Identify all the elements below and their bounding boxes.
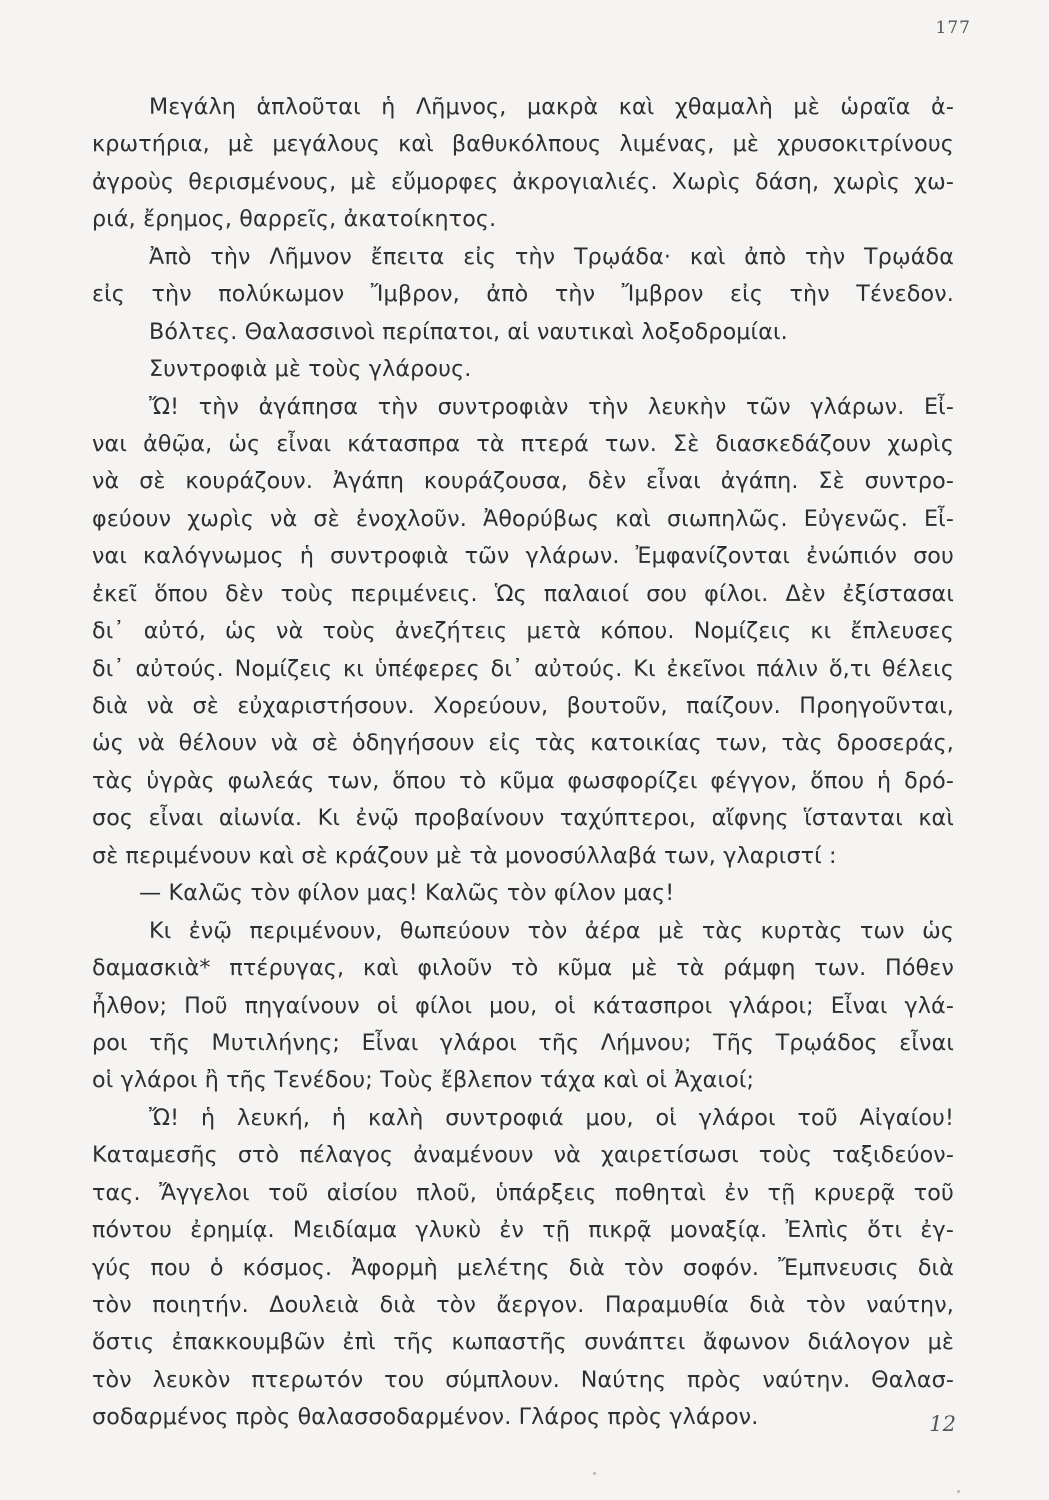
- page-number: 177: [935, 18, 971, 38]
- text-line: δι᾿ αὐτό, ὡς νὰ τοὺς ἀνεζήτεις μετὰ κόπου. Νομίζεις κι ἔπλευσες: [92, 618, 954, 645]
- text-line: ροι τῆς Μυτιλήνης; Εἶναι γλάροι τῆς Λήμνου; Τῆς Τρῳάδος εἶναι: [92, 1029, 954, 1056]
- text-line: δι᾿ αὐτούς. Νομίζεις κι ὑπέφερες δι᾿ αὐτούς. Κι ἐκεῖνοι πάλιν ὅ,τι θέλεις: [92, 655, 954, 682]
- text-line: Ὤ! ἡ λευκή, ἡ καλὴ συντροφιά μου, οἱ γλάροι τοῦ Αἰγαίου!: [149, 1104, 954, 1131]
- text-line: σοδαρμένος πρὸς θαλασσοδαρμένον. Γλάρος πρὸς γλάρον.: [92, 1404, 759, 1431]
- text-line: Μεγάλη ἁπλοῦται ἡ Λῆμνος, μακρὰ καὶ χθαμαλὴ μὲ ὡραῖα ἀ-: [149, 94, 954, 120]
- paper-speck: [593, 1472, 596, 1475]
- text-line: ἀγροὺς θερισμένους, μὲ εὔμορφες ἀκρογιαλιές. Χωρὶς δάση, χωρὶς χω-: [92, 168, 954, 195]
- text-line: ναι καλόγνωμος ἡ συντροφιὰ τῶν γλάρων. Ἐμφανίζονται ἐνώπιόν σου: [92, 543, 954, 570]
- text-line: ἦλθον; Ποῦ πηγαίνουν οἱ φίλοι μου, οἱ κάτασπροι γλάροι; Εἶναι γλά-: [92, 992, 954, 1019]
- body-text: [92, 89, 954, 1437]
- text-line: ριά, ἔρημος, θαρρεῖς, ἀκατοίκητος.: [92, 206, 497, 233]
- text-line: κρωτήρια, μὲ μεγάλους καὶ βαθυκόλπους λιμένας, μὲ χρυσοκιτρίνους: [92, 131, 954, 158]
- text-line: τὸν ποιητήν. Δουλειὰ διὰ τὸν ἄεργον. Παραμυθία διὰ τὸν ναύτην,: [92, 1292, 954, 1318]
- text-line: ὡς νὰ θέλουν νὰ σὲ ὁδηγήσουν εἰς τὰς κατοικίας των, τὰς δροσεράς,: [92, 730, 954, 757]
- text-line: τὰς ὑγρὰς φωλεάς των, ὅπου τὸ κῦμα φωσφορίζει φέγγον, ὅπου ἡ δρό-: [92, 767, 954, 794]
- text-line: εἰς τὴν πολύκωμον Ἴμβρον, ἀπὸ τὴν Ἴμβρον εἰς τὴν Τένεδον.: [92, 281, 954, 308]
- text-line: σὲ περιμένουν καὶ σὲ κράζουν μὲ τὰ μονοσύλλαβά των, γλαριστί :: [92, 842, 837, 869]
- text-line: τας. Ἄγγελοι τοῦ αἰσίου πλοῦ, ὑπάρξεις ποθηταὶ ἐν τῇ κρυερᾷ τοῦ: [92, 1179, 954, 1206]
- text-line: ἐκεῖ ὅπου δὲν τοὺς περιμένεις. Ὡς παλαιοί σου φίλοι. Δὲν ἐξίστασαι: [92, 580, 954, 607]
- text-line: νὰ σὲ κουράζουν. Ἀγάπη κουράζουσα, δὲν εἶναι ἀγάπη. Σὲ συντρο-: [92, 468, 954, 495]
- text-line: ὅστις ἐπακκουμβῶν ἐπὶ τῆς κωπαστῆς συνάπτει ἄφωνον διάλογον μὲ: [92, 1329, 954, 1356]
- text-line: Καταμεσῆς στὸ πέλαγος ἀναμένουν νὰ χαιρετίσωσι τοὺς ταξιδεύον-: [92, 1142, 954, 1169]
- text-line: Βόλτες. Θαλασσινοὶ περίπατοι, αἱ ναυτικαὶ λοξοδρομίαι.: [149, 318, 788, 345]
- text-line: οἱ γλάροι ἢ τῆς Τενέδου; Τοὺς ἔβλεπον τάχα καὶ οἱ Ἀχαιοί;: [92, 1067, 755, 1094]
- text-line: τὸν λευκὸν πτερωτόν του σύμπλουν. Ναύτης πρὸς ναύτην. Θαλασ-: [92, 1366, 954, 1393]
- text-line: διὰ νὰ σὲ εὐχαριστήσουν. Χορεύουν, βουτοῦν, παίζουν. Προηγοῦνται,: [92, 693, 954, 719]
- text-line: πόντου ἐρημίᾳ. Μειδίαμα γλυκὺ ἐν τῇ πικρᾷ μοναξίᾳ. Ἐλπὶς ὅτι ἐγ-: [92, 1217, 954, 1244]
- text-line: Ἀπὸ τὴν Λῆμνον ἔπειτα εἰς τὴν Τρῳάδα· καὶ ἀπὸ τὴν Τρῳάδα: [149, 243, 954, 270]
- printer-signature: 12: [929, 1412, 956, 1436]
- text-line: γύς που ὁ κόσμος. Ἀφορμὴ μελέτης διὰ τὸν σοφόν. Ἔμπνευσις διὰ: [92, 1254, 954, 1281]
- text-line: — Καλῶς τὸν φίλον μας! Καλῶς τὸν φίλον μας!: [139, 880, 675, 907]
- text-line: Κι ἐνῷ περιμένουν, θωπεύουν τὸν ἀέρα μὲ τὰς κυρτὰς των ὡς: [149, 917, 954, 944]
- paper-speck: [957, 1490, 960, 1493]
- text-line: Συντροφιὰ μὲ τοὺς γλάρους.: [149, 356, 472, 383]
- text-line: δαμασκιὰ* πτέρυγας, καὶ φιλοῦν τὸ κῦμα μὲ τὰ ράμφη των. Πόθεν: [92, 955, 954, 982]
- text-line: ναι ἀθῷα, ὡς εἶναι κάτασπρα τὰ πτερά των. Σὲ διασκεδάζουν χωρὶς: [92, 430, 954, 457]
- text-line: σος εἶναι αἰωνία. Κι ἐνῷ προβαίνουν ταχύπτεροι, αἴφνης ἵστανται καὶ: [92, 805, 954, 832]
- text-line: φεύουν χωρὶς νὰ σὲ ἐνοχλοῦν. Ἀθορύβως καὶ σιωπηλῶς. Εὐγενῶς. Εἶ-: [92, 505, 954, 532]
- text-line: Ὤ! τὴν ἀγάπησα τὴν συντροφιὰν τὴν λευκὴν τῶν γλάρων. Εἶ-: [149, 393, 954, 420]
